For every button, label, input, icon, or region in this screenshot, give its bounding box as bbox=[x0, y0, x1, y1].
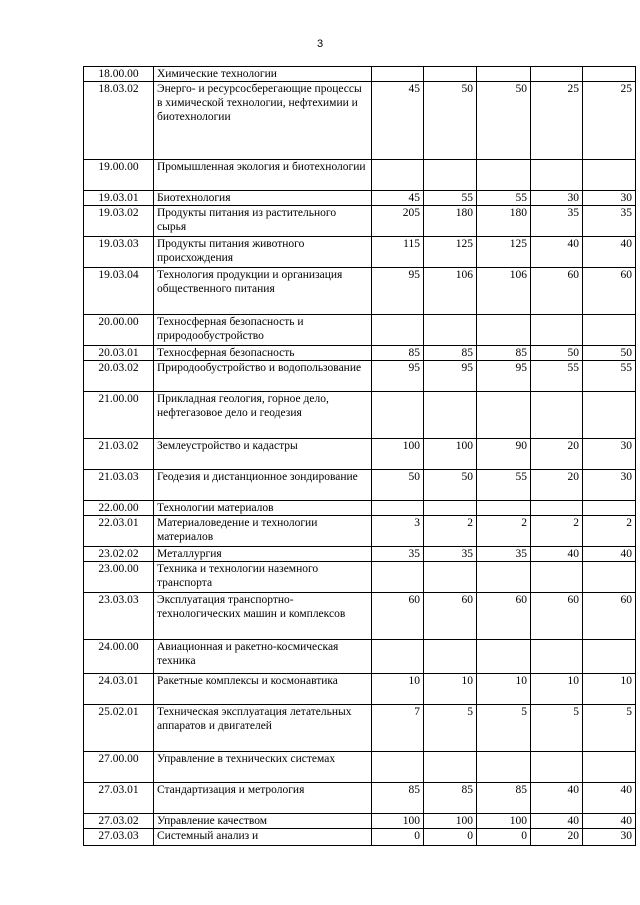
row-value-2: 95 bbox=[424, 361, 477, 392]
row-value-5: 60 bbox=[583, 268, 636, 315]
row-code: 23.02.02 bbox=[84, 547, 154, 562]
row-value-1: 35 bbox=[372, 547, 424, 562]
row-value-2: 100 bbox=[424, 439, 477, 470]
row-code: 24.03.01 bbox=[84, 674, 154, 705]
row-name: Энерго- и ресурсосберегающие процессы в химической технологии, нефтехимии и биотехнологии bbox=[154, 82, 372, 160]
row-value-3: 2 bbox=[477, 516, 531, 547]
row-name: Технологии материалов bbox=[154, 501, 372, 516]
row-value-1: 100 bbox=[372, 814, 424, 829]
row-value-2: 50 bbox=[424, 82, 477, 160]
row-value-5 bbox=[583, 160, 636, 191]
row-value-2: 0 bbox=[424, 829, 477, 846]
row-value-4: 20 bbox=[531, 829, 583, 846]
row-value-5: 40 bbox=[583, 814, 636, 829]
row-name: Землеустройство и кадастры bbox=[154, 439, 372, 470]
row-value-2: 5 bbox=[424, 705, 477, 752]
row-value-5: 30 bbox=[583, 829, 636, 846]
row-value-2 bbox=[424, 752, 477, 783]
table-row bbox=[84, 191, 636, 206]
row-name: Прикладная геология, горное дело, нефтегазовое дело и геодезия bbox=[154, 392, 372, 439]
row-value-3 bbox=[477, 315, 531, 346]
row-value-4: 55 bbox=[531, 361, 583, 392]
row-value-4: 40 bbox=[531, 237, 583, 268]
row-value-3: 0 bbox=[477, 829, 531, 846]
row-value-1 bbox=[372, 640, 424, 674]
row-value-5: 10 bbox=[583, 674, 636, 705]
table-row bbox=[84, 705, 636, 752]
row-value-4 bbox=[531, 315, 583, 346]
row-name: Стандартизация и метрология bbox=[154, 783, 372, 814]
row-value-4 bbox=[531, 392, 583, 439]
row-code: 24.00.00 bbox=[84, 640, 154, 674]
row-code: 27.03.01 bbox=[84, 783, 154, 814]
row-value-4 bbox=[531, 160, 583, 191]
table-row bbox=[84, 562, 636, 593]
row-value-3: 50 bbox=[477, 82, 531, 160]
row-value-3: 85 bbox=[477, 346, 531, 361]
row-value-3 bbox=[477, 67, 531, 82]
row-value-2: 2 bbox=[424, 516, 477, 547]
row-value-4: 40 bbox=[531, 783, 583, 814]
row-name: Металлургия bbox=[154, 547, 372, 562]
row-value-3: 55 bbox=[477, 191, 531, 206]
row-value-2 bbox=[424, 392, 477, 439]
row-value-4: 2 bbox=[531, 516, 583, 547]
row-value-1 bbox=[372, 67, 424, 82]
row-name: Материаловедение и технологии материалов bbox=[154, 516, 372, 547]
row-value-2 bbox=[424, 67, 477, 82]
row-value-5: 25 bbox=[583, 82, 636, 160]
row-name: Эксплуатация транспортно-технологических машин и комплексов bbox=[154, 593, 372, 640]
row-value-3 bbox=[477, 752, 531, 783]
row-value-5: 40 bbox=[583, 547, 636, 562]
row-name: Продукты питания животного происхождения bbox=[154, 237, 372, 268]
row-value-1: 205 bbox=[372, 206, 424, 237]
table-row bbox=[84, 361, 636, 392]
row-value-3: 90 bbox=[477, 439, 531, 470]
row-name: Техносферная безопасность и природообустройство bbox=[154, 315, 372, 346]
row-value-4: 20 bbox=[531, 470, 583, 501]
row-value-4 bbox=[531, 67, 583, 82]
row-value-5 bbox=[583, 640, 636, 674]
row-value-3 bbox=[477, 392, 531, 439]
table-row bbox=[84, 237, 636, 268]
row-value-3: 35 bbox=[477, 547, 531, 562]
row-value-2: 180 bbox=[424, 206, 477, 237]
specialties-table bbox=[83, 66, 636, 846]
row-value-1 bbox=[372, 501, 424, 516]
row-value-2: 60 bbox=[424, 593, 477, 640]
row-name: Системный анализ и bbox=[154, 829, 372, 846]
row-value-4: 25 bbox=[531, 82, 583, 160]
row-code: 20.00.00 bbox=[84, 315, 154, 346]
table-row bbox=[84, 67, 636, 82]
table-row bbox=[84, 516, 636, 547]
row-value-3: 55 bbox=[477, 470, 531, 501]
row-value-1: 85 bbox=[372, 783, 424, 814]
row-code: 18.00.00 bbox=[84, 67, 154, 82]
row-name: Промышленная экология и биотехнологии bbox=[154, 160, 372, 191]
table-row bbox=[84, 206, 636, 237]
row-value-4 bbox=[531, 640, 583, 674]
row-value-3 bbox=[477, 160, 531, 191]
row-name: Геодезия и дистанционное зондирование bbox=[154, 470, 372, 501]
row-value-2 bbox=[424, 562, 477, 593]
row-code: 27.00.00 bbox=[84, 752, 154, 783]
row-value-4: 5 bbox=[531, 705, 583, 752]
table-row bbox=[84, 82, 636, 160]
table-row bbox=[84, 829, 636, 846]
row-code: 19.03.04 bbox=[84, 268, 154, 315]
row-value-5: 50 bbox=[583, 346, 636, 361]
row-value-5 bbox=[583, 752, 636, 783]
table-row bbox=[84, 346, 636, 361]
row-value-5: 40 bbox=[583, 783, 636, 814]
row-value-1: 10 bbox=[372, 674, 424, 705]
row-value-3: 5 bbox=[477, 705, 531, 752]
row-value-5 bbox=[583, 392, 636, 439]
row-code: 19.03.03 bbox=[84, 237, 154, 268]
row-value-1: 45 bbox=[372, 82, 424, 160]
row-code: 22.03.01 bbox=[84, 516, 154, 547]
row-value-1: 115 bbox=[372, 237, 424, 268]
row-value-1: 45 bbox=[372, 191, 424, 206]
row-value-2: 10 bbox=[424, 674, 477, 705]
row-value-4 bbox=[531, 752, 583, 783]
row-name: Продукты питания из растительного сырья bbox=[154, 206, 372, 237]
row-code: 19.00.00 bbox=[84, 160, 154, 191]
row-value-1 bbox=[372, 562, 424, 593]
row-code: 23.03.03 bbox=[84, 593, 154, 640]
table-row bbox=[84, 315, 636, 346]
row-value-1: 3 bbox=[372, 516, 424, 547]
row-name: Управление качеством bbox=[154, 814, 372, 829]
table-row bbox=[84, 640, 636, 674]
row-value-1: 0 bbox=[372, 829, 424, 846]
row-value-5: 60 bbox=[583, 593, 636, 640]
row-code: 27.03.03 bbox=[84, 829, 154, 846]
row-value-1: 60 bbox=[372, 593, 424, 640]
row-value-2 bbox=[424, 160, 477, 191]
row-value-5: 30 bbox=[583, 470, 636, 501]
page-number: 3 bbox=[316, 38, 324, 50]
row-name: Химические технологии bbox=[154, 67, 372, 82]
row-value-3: 10 bbox=[477, 674, 531, 705]
row-value-5: 40 bbox=[583, 237, 636, 268]
row-value-1: 95 bbox=[372, 268, 424, 315]
row-value-5 bbox=[583, 315, 636, 346]
row-value-5 bbox=[583, 67, 636, 82]
row-name: Управление в технических системах bbox=[154, 752, 372, 783]
row-name: Техносферная безопасность bbox=[154, 346, 372, 361]
table-row bbox=[84, 501, 636, 516]
row-code: 19.03.02 bbox=[84, 206, 154, 237]
row-value-2 bbox=[424, 501, 477, 516]
row-value-5: 2 bbox=[583, 516, 636, 547]
row-value-2: 50 bbox=[424, 470, 477, 501]
row-value-3: 95 bbox=[477, 361, 531, 392]
row-value-1: 50 bbox=[372, 470, 424, 501]
row-value-2 bbox=[424, 315, 477, 346]
row-name: Техника и технологии наземного транспорта bbox=[154, 562, 372, 593]
row-value-4: 50 bbox=[531, 346, 583, 361]
row-value-3 bbox=[477, 562, 531, 593]
row-code: 27.03.02 bbox=[84, 814, 154, 829]
row-value-3 bbox=[477, 501, 531, 516]
row-name: Авиационная и ракетно-космическая техника bbox=[154, 640, 372, 674]
row-value-1: 100 bbox=[372, 439, 424, 470]
row-value-2: 85 bbox=[424, 783, 477, 814]
table-body bbox=[84, 67, 636, 846]
table-row bbox=[84, 160, 636, 191]
table-row bbox=[84, 814, 636, 829]
row-value-1 bbox=[372, 752, 424, 783]
row-value-5 bbox=[583, 501, 636, 516]
row-value-4 bbox=[531, 501, 583, 516]
row-value-5: 5 bbox=[583, 705, 636, 752]
row-value-2: 125 bbox=[424, 237, 477, 268]
row-value-3 bbox=[477, 640, 531, 674]
row-value-5: 35 bbox=[583, 206, 636, 237]
row-value-5 bbox=[583, 562, 636, 593]
row-value-3: 100 bbox=[477, 814, 531, 829]
table-row bbox=[84, 752, 636, 783]
row-value-4: 60 bbox=[531, 593, 583, 640]
row-value-4: 20 bbox=[531, 439, 583, 470]
row-code: 25.02.01 bbox=[84, 705, 154, 752]
row-value-3: 60 bbox=[477, 593, 531, 640]
row-value-4: 10 bbox=[531, 674, 583, 705]
row-value-1 bbox=[372, 160, 424, 191]
row-value-2: 100 bbox=[424, 814, 477, 829]
row-value-3: 85 bbox=[477, 783, 531, 814]
row-value-2: 106 bbox=[424, 268, 477, 315]
row-value-4: 35 bbox=[531, 206, 583, 237]
row-name: Техническая эксплуатация летательных аппаратов и двигателей bbox=[154, 705, 372, 752]
row-value-2: 85 bbox=[424, 346, 477, 361]
row-value-1: 95 bbox=[372, 361, 424, 392]
row-value-4: 60 bbox=[531, 268, 583, 315]
row-value-2 bbox=[424, 640, 477, 674]
table-row bbox=[84, 783, 636, 814]
row-code: 21.00.00 bbox=[84, 392, 154, 439]
row-value-4: 30 bbox=[531, 191, 583, 206]
row-value-3: 125 bbox=[477, 237, 531, 268]
row-value-3: 180 bbox=[477, 206, 531, 237]
table-row bbox=[84, 392, 636, 439]
row-code: 21.03.02 bbox=[84, 439, 154, 470]
row-code: 21.03.03 bbox=[84, 470, 154, 501]
row-value-4: 40 bbox=[531, 814, 583, 829]
row-value-1: 85 bbox=[372, 346, 424, 361]
row-code: 18.03.02 bbox=[84, 82, 154, 160]
row-name: Природообустройство и водопользование bbox=[154, 361, 372, 392]
table-row bbox=[84, 268, 636, 315]
row-value-5: 30 bbox=[583, 439, 636, 470]
row-name: Биотехнология bbox=[154, 191, 372, 206]
row-name: Ракетные комплексы и космонавтика bbox=[154, 674, 372, 705]
row-code: 20.03.02 bbox=[84, 361, 154, 392]
row-value-1 bbox=[372, 315, 424, 346]
table-row bbox=[84, 470, 636, 501]
table-row bbox=[84, 439, 636, 470]
row-code: 19.03.01 bbox=[84, 191, 154, 206]
table-row bbox=[84, 593, 636, 640]
row-value-2: 55 bbox=[424, 191, 477, 206]
row-code: 20.03.01 bbox=[84, 346, 154, 361]
row-code: 22.00.00 bbox=[84, 501, 154, 516]
row-value-1 bbox=[372, 392, 424, 439]
row-code: 23.00.00 bbox=[84, 562, 154, 593]
row-name: Технология продукции и организация общественного питания bbox=[154, 268, 372, 315]
row-value-5: 30 bbox=[583, 191, 636, 206]
row-value-5: 55 bbox=[583, 361, 636, 392]
table-row bbox=[84, 547, 636, 562]
row-value-1: 7 bbox=[372, 705, 424, 752]
row-value-4 bbox=[531, 562, 583, 593]
row-value-2: 35 bbox=[424, 547, 477, 562]
row-value-3: 106 bbox=[477, 268, 531, 315]
table-row bbox=[84, 674, 636, 705]
row-value-4: 40 bbox=[531, 547, 583, 562]
